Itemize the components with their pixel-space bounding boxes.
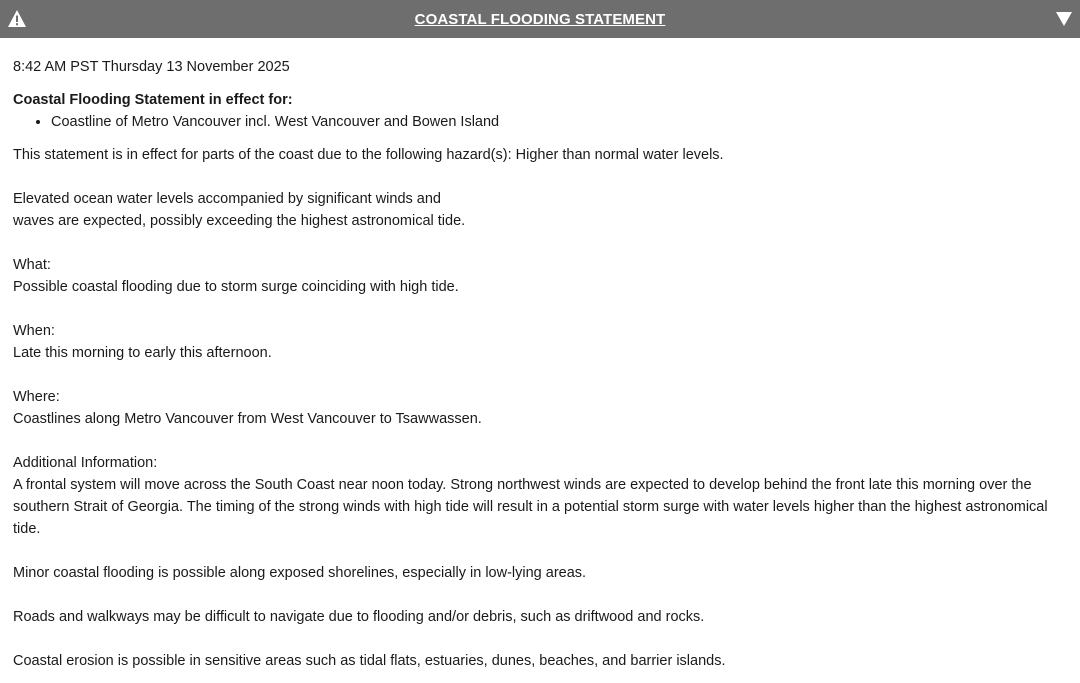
roads-warning-text: Roads and walkways may be difficult to navigate due to flooding and/or debris, such as driftwood and rocks. bbox=[13, 609, 705, 625]
what-section bbox=[13, 254, 1067, 298]
alert-header[interactable] bbox=[0, 0, 1080, 38]
summary-paragraph bbox=[13, 188, 1067, 232]
effect-heading: Coastal Flooding Statement in effect for: bbox=[13, 92, 293, 108]
when-section bbox=[13, 320, 1067, 364]
summary-line-2: waves are expected, possibly exceeding the highest astronomical tide. bbox=[13, 213, 466, 229]
warning-triangle-icon bbox=[7, 9, 27, 28]
hazard-statement: This statement is in effect for parts of the coast due to the following hazard(s): Higher than normal water levels. bbox=[13, 147, 724, 163]
erosion-text: Coastal erosion is possible in sensitive areas such as tidal flats, estuaries, dunes, beaches, and barrier islands. bbox=[13, 653, 726, 669]
minor-flooding-text: Minor coastal flooding is possible along exposed shorelines, especially in low-lying areas. bbox=[13, 565, 587, 581]
additional-info-label: Additional Information: bbox=[13, 455, 158, 471]
alert-title[interactable]: COASTAL FLOODING STATEMENT bbox=[414, 10, 666, 28]
where-section bbox=[13, 386, 1067, 430]
affected-area-item: • Coastline of Metro Vancouver incl. West Vancouver and Bowen Island bbox=[51, 111, 1067, 133]
additional-info-section bbox=[13, 452, 1067, 540]
where-label: Where: bbox=[13, 389, 60, 405]
summary-line-1: Elevated ocean water levels accompanied by significant winds and bbox=[13, 191, 441, 207]
when-text: Late this morning to early this afternoon. bbox=[13, 345, 272, 361]
when-label: When: bbox=[13, 323, 55, 339]
chevron-down-icon[interactable] bbox=[1056, 12, 1072, 26]
where-text: Coastlines along Metro Vancouver from West Vancouver to Tsawwassen. bbox=[13, 411, 482, 427]
additional-info-text: A frontal system will move across the South Coast near noon today. Strong northwest winds are expected to develop behind the front late this morning over the southern Strait of Georgia. The timing of the strong winds with high tide will result in a potential storm surge with water levels higher than the highest astronomical tide. bbox=[13, 477, 1048, 537]
alert-body bbox=[0, 38, 1080, 672]
issued-timestamp: 8:42 AM PST Thursday 13 November 2025 bbox=[13, 59, 290, 75]
affected-areas-list bbox=[13, 111, 1067, 133]
what-label: What: bbox=[13, 257, 51, 273]
what-text: Possible coastal flooding due to storm surge coinciding with high tide. bbox=[13, 279, 459, 295]
